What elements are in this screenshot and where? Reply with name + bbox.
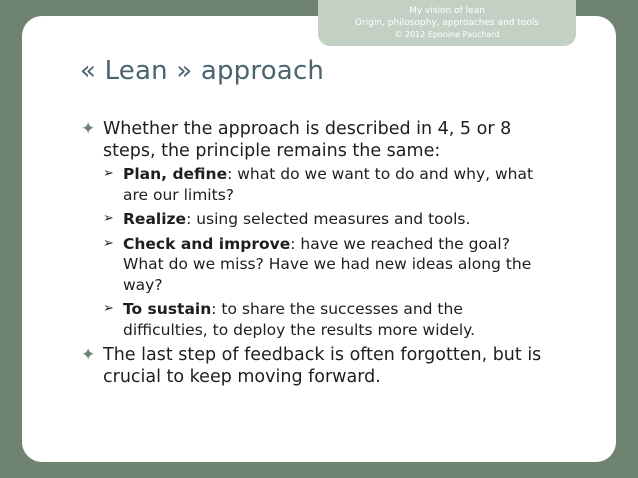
sub-bullet-text: : have we reached the goal? What do we miss? Have we had new ideas along the way? [123, 234, 532, 294]
bullet-text: Whether the approach is described in 4, 5 or 8 steps, the principle remains the same: [103, 119, 512, 161]
arrow-bullet-icon: ➢ [103, 301, 114, 316]
sub-bullet-item [80, 209, 550, 230]
presentation-subtitle: Origin, philosophy, approaches and tools [354, 18, 540, 28]
presentation-title: My vision of lean [409, 6, 485, 16]
bullet-text: The last step of feedback is often forgotten, but is crucial to keep moving forward. [103, 345, 542, 387]
copyright-notice: © 2012 Eponine Pauchard [394, 30, 500, 39]
slide-content [80, 118, 550, 390]
arrow-bullet-icon: ➢ [103, 211, 114, 226]
slide-title: « Lean » approach [80, 56, 325, 86]
sub-bullet-text: : what do we want to do and why, what are our limits? [123, 165, 534, 204]
bullet-item [80, 118, 550, 162]
sub-bullet-item [80, 299, 550, 340]
sub-bullet-term: Realize [123, 210, 187, 228]
header-tab [318, 0, 576, 46]
arrow-bullet-icon: ➢ [103, 235, 114, 251]
arrow-bullet-icon: ➢ [103, 166, 114, 181]
star-bullet-icon: ✦ [81, 119, 96, 139]
star-bullet-icon: ✦ [81, 345, 96, 365]
sub-bullet-text: : using selected measures and tools. [186, 210, 471, 228]
sub-bullet-item [80, 234, 550, 296]
sub-bullet-item [80, 164, 550, 205]
sub-bullet-term: Check and improve [123, 234, 291, 253]
sub-bullet-term: To sustain [123, 300, 212, 318]
sub-bullet-text: : to share the successes and the difficulties, to deploy the results more widely. [123, 300, 476, 339]
bullet-item [80, 344, 550, 388]
sub-bullet-term: Plan, define [123, 165, 228, 183]
